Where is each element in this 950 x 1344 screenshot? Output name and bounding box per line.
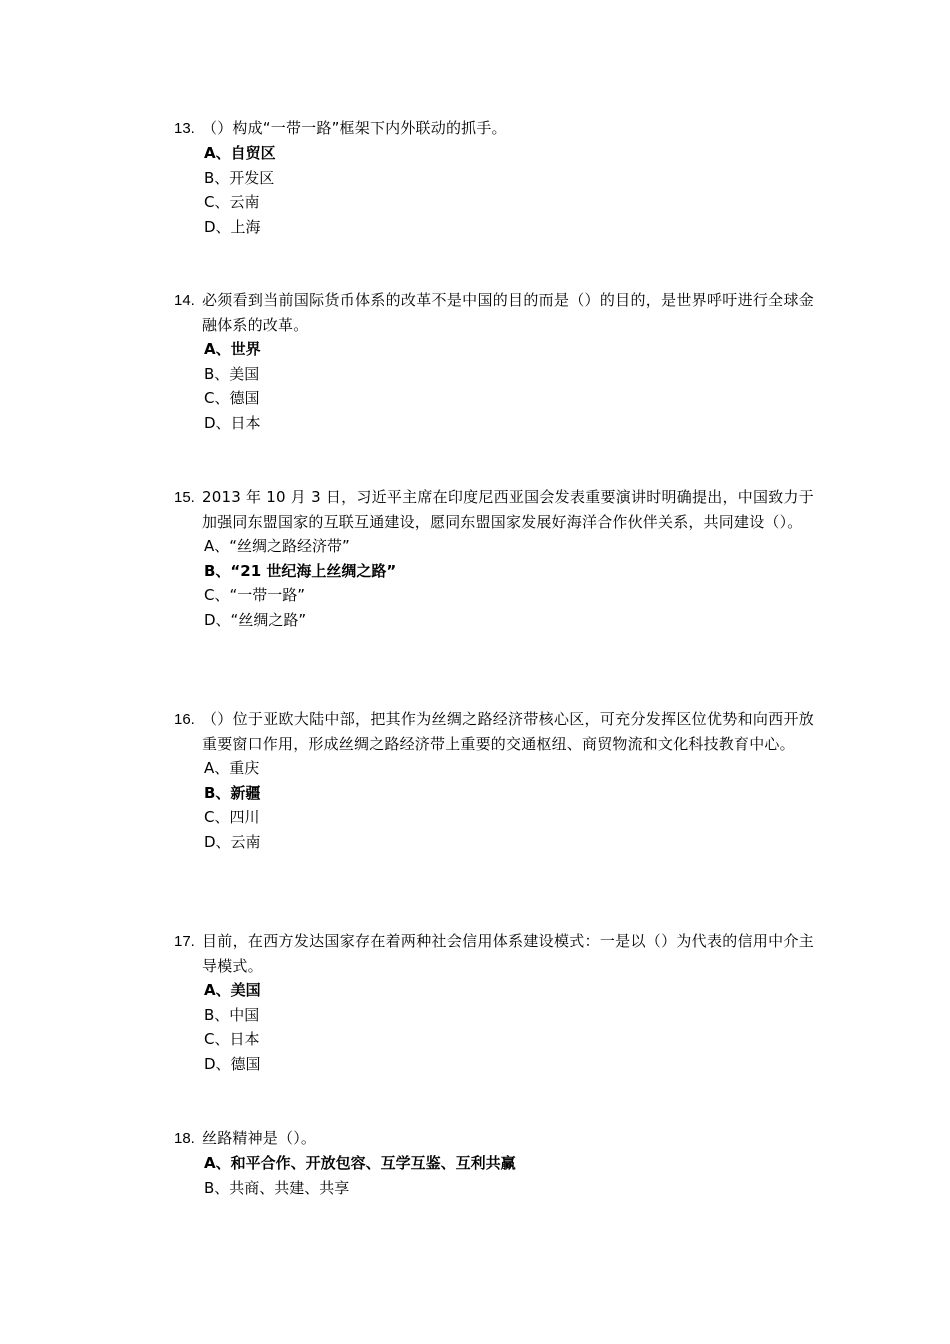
option-b: B、中国 xyxy=(204,1005,260,1024)
option-c: C、“一带一路” xyxy=(204,586,306,605)
question-number: 18. xyxy=(174,1130,195,1147)
question-header xyxy=(174,485,814,534)
question-number: 14. xyxy=(174,292,195,309)
question-16 xyxy=(174,707,814,855)
question-number: 16. xyxy=(174,711,195,728)
question-header xyxy=(174,116,814,141)
option-c: C、四川 xyxy=(204,808,260,827)
option-list xyxy=(204,1151,814,1200)
question-13 xyxy=(174,116,814,240)
option-c: C、德国 xyxy=(204,389,260,408)
option-a: A、和平合作、开放包容、互学互鉴、互利共赢 xyxy=(204,1154,516,1172)
question-number: 13. xyxy=(174,120,195,137)
option-d: D、云南 xyxy=(204,833,261,852)
option-b: B、新疆 xyxy=(204,783,261,802)
option-a: A、美国 xyxy=(204,981,261,999)
option-c: C、云南 xyxy=(204,193,260,212)
question-text: （）位于亚欧大陆中部，把其作为丝绸之路经济带核心区，可充分发挥区位优势和向西开放重要窗口作用，形成丝绸之路经济带上重要的交通枢纽、商贸物流和文化科技教育中心。 xyxy=(202,710,814,753)
question-header xyxy=(174,929,814,978)
option-b: B、共商、共建、共享 xyxy=(204,1178,350,1197)
option-d: D、德国 xyxy=(204,1055,261,1074)
option-b: B、开发区 xyxy=(204,168,275,187)
option-c: C、日本 xyxy=(204,1030,260,1049)
question-18 xyxy=(174,1126,814,1200)
option-a: A、自贸区 xyxy=(204,144,276,162)
option-d: D、上海 xyxy=(204,218,261,237)
question-text: 2013 年 10 月 3 日，习近平主席在印度尼西亚国会发表重要演讲时明确提出，中国致力于加强同东盟国家的互联互通建设，愿同东盟国家发展好海洋合作伙伴关系，共同建设（）。 xyxy=(202,488,814,531)
option-d: D、日本 xyxy=(204,414,261,433)
option-list xyxy=(204,756,814,855)
option-list xyxy=(204,141,814,240)
question-15 xyxy=(174,485,814,633)
option-a: A、重庆 xyxy=(204,759,260,777)
question-number: 17. xyxy=(174,933,195,950)
question-17 xyxy=(174,929,814,1077)
option-list xyxy=(204,337,814,436)
question-header xyxy=(174,1126,814,1151)
question-header xyxy=(174,288,814,337)
option-d: D、“丝绸之路” xyxy=(204,611,307,630)
option-a: A、“丝绸之路经济带” xyxy=(204,537,350,555)
option-b: B、美国 xyxy=(204,364,260,383)
option-list xyxy=(204,534,814,633)
question-text: （）构成“一带一路”框架下内外联动的抓手。 xyxy=(202,119,507,137)
question-text: 丝路精神是（）。 xyxy=(202,1129,317,1147)
question-number: 15. xyxy=(174,489,195,506)
option-b: B、“21 世纪海上丝绸之路” xyxy=(204,561,397,580)
question-header xyxy=(174,707,814,756)
option-a: A、世界 xyxy=(204,340,261,358)
question-14 xyxy=(174,288,814,436)
option-list xyxy=(204,978,814,1077)
question-text: 目前，在西方发达国家存在着两种社会信用体系建设模式：一是以（）为代表的信用中介主导模式。 xyxy=(202,932,814,975)
question-text: 必须看到当前国际货币体系的改革不是中国的目的而是（）的目的，是世界呼吁进行全球金融体系的改革。 xyxy=(202,291,814,334)
